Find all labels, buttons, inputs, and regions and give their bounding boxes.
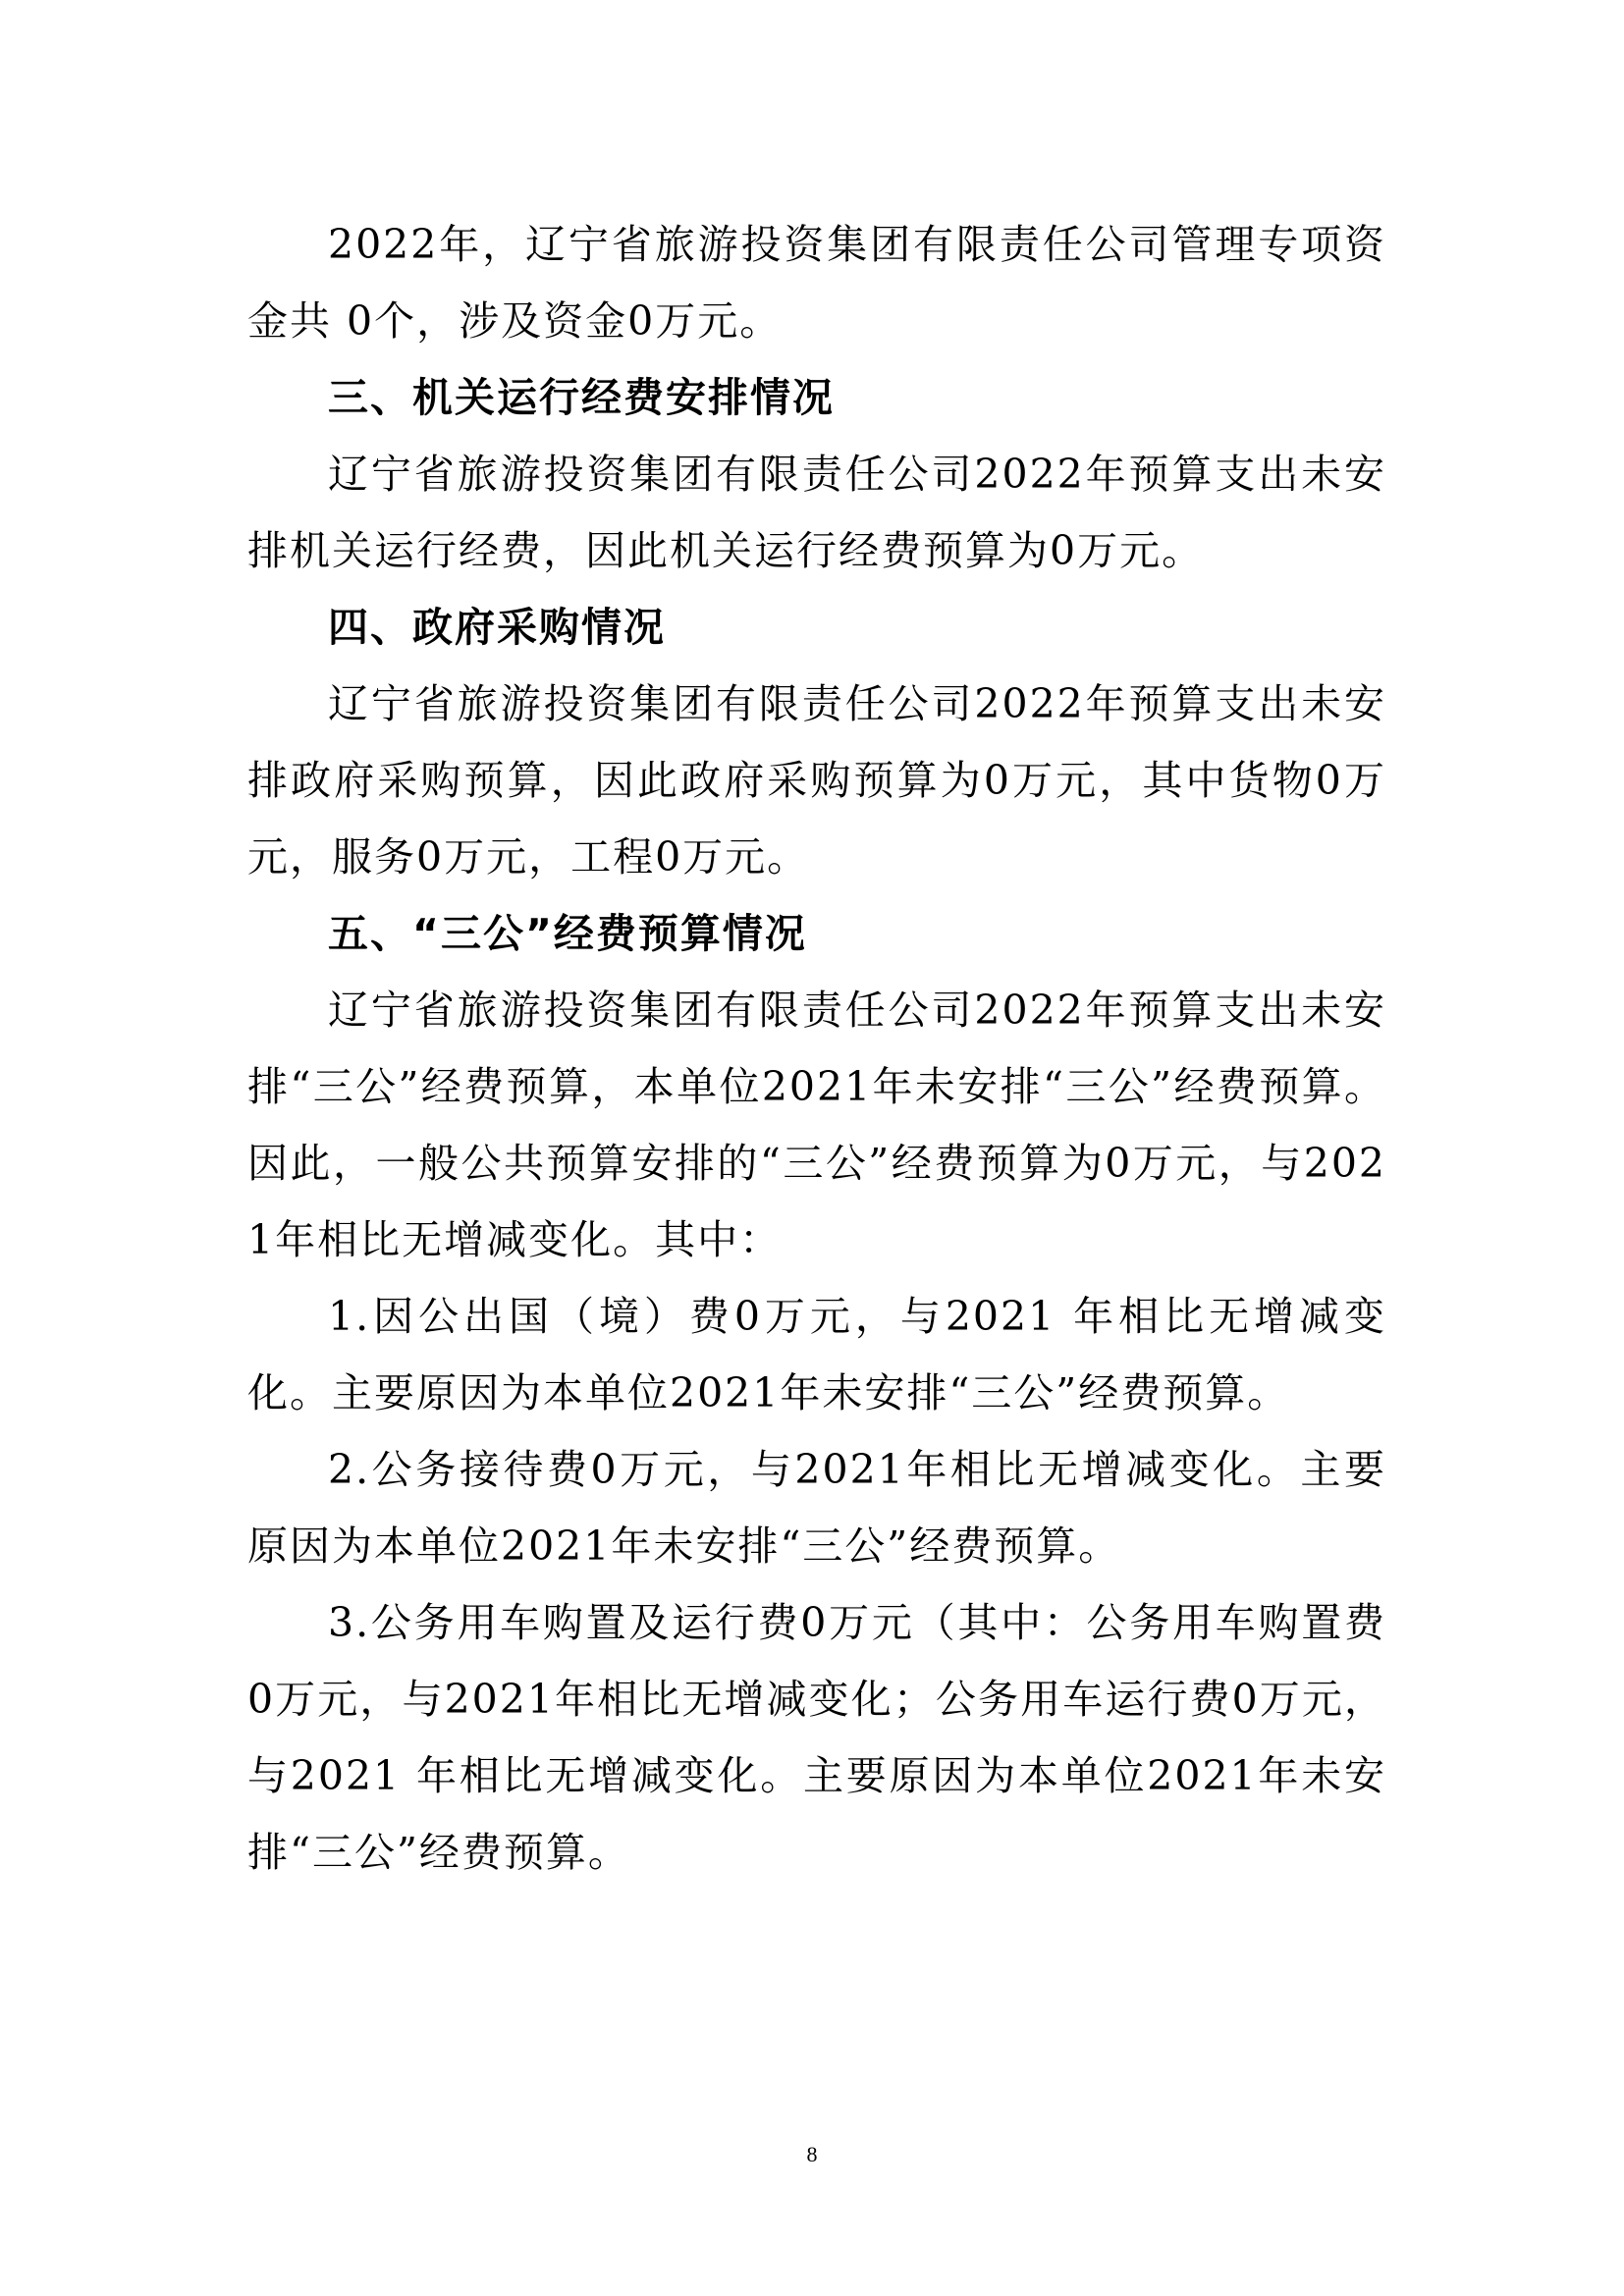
page-number: 8: [806, 2142, 818, 2166]
paragraph-special-funds: 2022年，辽宁省旅游投资集团有限责任公司管理专项资金共 0个，涉及资金0万元。: [247, 221, 1386, 345]
heading-operating-expenses: 三、机关运行经费安排情况: [328, 374, 835, 421]
paragraph-official-reception: 2.公务接待费0万元，与2021年相比无增减变化。主要原因为本单位2021年未安排“三公”经费预算。: [247, 1446, 1386, 1570]
paragraph-government-procurement: 辽宁省旅游投资集团有限责任公司2022年预算支出未安排政府采购预算，因此政府采购预算为0万元，其中货物0万元，服务0万元，工程0万元。: [247, 680, 1386, 881]
paragraph-operating-expenses: 辽宁省旅游投资集团有限责任公司2022年预算支出未安排机关运行经费，因此机关运行经费预算为0万元。: [247, 451, 1386, 574]
paragraph-three-public-expenses: 辽宁省旅游投资集团有限责任公司2022年预算支出未安排“三公”经费预算，本单位2021年未安排“三公”经费预算。因此，一般公共预算安排的“三公”经费预算为0万元，与2021年相比无增减变化。其中：: [247, 987, 1386, 1263]
paragraph-overseas-travel: 1.因公出国（境）费0万元，与2021 年相比无增减变化。主要原因为本单位2021年未安排“三公”经费预算。: [247, 1293, 1386, 1416]
heading-three-public-expenses: 五、“三公”经费预算情况: [328, 910, 807, 957]
document-body: [247, 206, 1386, 1891]
heading-government-procurement: 四、政府采购情况: [328, 604, 666, 651]
paragraph-official-vehicles: 3.公务用车购置及运行费0万元（其中：公务用车购置费0万元，与2021年相比无增减变化；公务用车运行费0万元，与2021 年相比无增减变化。主要原因为本单位2021年未安排“三公”经费预算。: [247, 1599, 1386, 1876]
